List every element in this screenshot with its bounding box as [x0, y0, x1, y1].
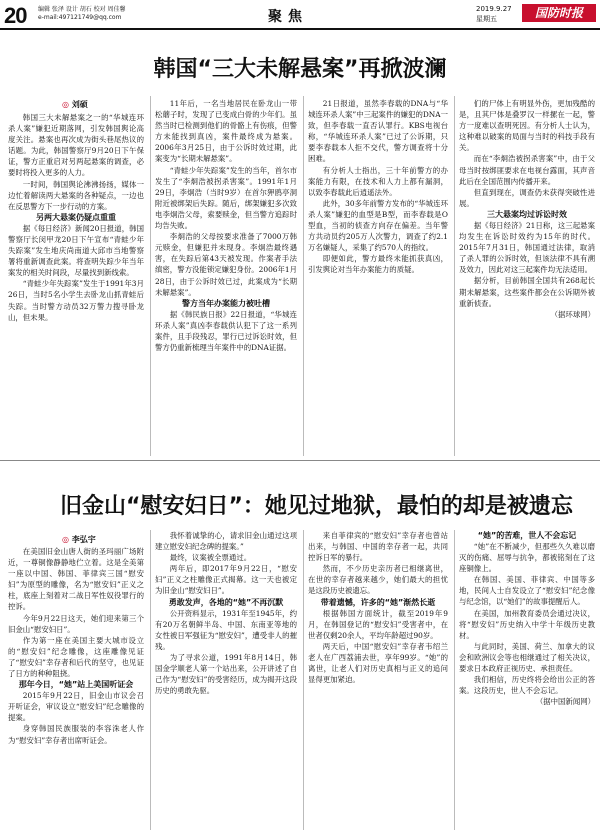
paragraph: 们的尸体上有明显外伤，更加残酷的是，且其尸体是叠罗汉一样摞在一起，警方一度难以查明死因。有分析人士认为，这种难以破案的局面与当时的科技手段有关。: [459, 99, 595, 153]
paragraph: 我们相信，历史终将会给出公正的答案。这段历史，世人不会忘记。: [459, 675, 595, 696]
paragraph: 两年后，即2017年9月22日，“慰安妇”正义之柱雕像正式揭幕。这一天也被定为旧金山“慰安妇日”。: [155, 564, 297, 596]
paragraph: “青蛙少年失踪案”发生于1991年3月26日，当时5名小学生去卧龙山抓青蛙后失踪。当时警方动员32万警力搜寻卧龙山，但未果。: [8, 279, 144, 322]
article1-byline: [62, 99, 88, 110]
paragraph: 据分析，目前韩国全国共有268起长期未解悬案，这些案件都会在公诉期外被重新侦查。: [459, 276, 595, 308]
newspaper-logo: 国防时报: [522, 4, 596, 22]
paragraph: “她”在不断减少，但那些久久难以磨灭的伤痛、屈辱与抗争，都被铭刻在了这座铜像上。: [459, 542, 595, 574]
paragraph: 两天后，中国“慰安妇”幸存者韦绍兰老人在广西荔浦去世，享年99岁。“她”的离世，让老人们对历史真相与正义的追问显得更加紧迫。: [308, 641, 448, 685]
paragraph: 而在“李炯浩被拐杀害案”中，由于父母当时按绑匪要求在电视台露面，其声音此后在全国范围内传播开来。: [459, 154, 595, 186]
paragraph: 根据韩国方面统计，截至2019年9月，在韩国登记的“慰安妇”受害者中，在世者仅剩20余人，平均年龄超过90岁。: [308, 608, 448, 640]
paragraph: 在美国旧金山唐人街的圣玛丽广场附近，一尊铜像静静地伫立着。这是全美第一座以中国、韩国、菲律宾三国“慰安妇”为原型的雕像，名为“慰安妇”正义之柱，底座上刻着对二战日军性奴役罪行的控诉。: [8, 547, 144, 612]
paragraph: 公开资料显示，1931年至1945年，约有20万名朝鲜半岛、中国、东南亚等地的女性被日军强征为“慰安妇”，遭受非人的摧残。: [155, 608, 297, 651]
paragraph: 2015年9月22日，旧金山市议会召开听证会，审议设立“慰安妇”纪念雕像的提案。: [8, 691, 144, 723]
weekday-text: 星期五: [476, 15, 497, 23]
page-number: 20: [4, 3, 27, 28]
paragraph: 据《每日经济》21日称，这三起悬案均发生在诉讼时效约为15年的时代。2015年7月31日，韩国通过法律，取消了杀人罪的公诉时效，但该法律不具有溯及效力，因此对这三起案件均无法适用。: [459, 220, 595, 275]
article1-title: 韩国“三大未解悬案”再掀波澜: [153, 57, 447, 82]
article1-author: 刘硕: [71, 100, 88, 109]
paragraph: 我怀着诚挚的心，请求旧金山通过这项建立慰安妇纪念碑的提案。”: [155, 531, 297, 552]
subheading: 三大悬案均过诉讼时效: [487, 209, 567, 219]
subheading: 那年今日，“她”站上美国听证会: [18, 680, 134, 690]
article1-column-3: [308, 98, 448, 454]
subheading: 勇敢发声，各地的“她”不再沉默: [168, 597, 284, 607]
column-divider: [150, 96, 151, 456]
paragraph: 与此同时，美国、荷兰、加拿大的议会和欧洲议会等也相继通过了相关决议，要求日本政府正视历史、承担责任。: [459, 641, 595, 674]
paragraph: 此外，30多年前警方发布的“华城连环杀人案”嫌犯的血型是B型，而李春载是O型血，当初的侦查方向存在偏差。当年警方共动员约205万人次警力，调查了约2.1万名嫌疑人，采集了约570人的指纹。: [308, 198, 448, 253]
byline-mark-icon: ◎: [62, 100, 69, 109]
article2-byline: [62, 534, 96, 545]
section-name: 聚焦: [268, 9, 308, 25]
paragraph: 最终，议案被全票通过。: [169, 553, 252, 563]
column-divider: [454, 530, 455, 830]
paragraph: 但直到现在，调查仍未获得突破性进展。: [459, 187, 595, 208]
staff-names: 编辑 张泽 设计 胡石 校对 周佳馨: [38, 6, 126, 13]
paragraph: “青蛙少年失踪案”发生的当年，首尔市发生了“李炯浩被拐杀害案”。1991年1月29日，李炯浩（当时9岁）在首尔狎鸥亭洞附近被绑架后失踪。随后，绑架嫌犯多次致电李炯浩父母，索要赎金，但当警方追踪时均告失败。: [155, 165, 297, 231]
article2-author: 李弘宇: [71, 535, 96, 544]
paragraph: 21日报道，虽然李春载的DNA与“华城连环杀人案”中三起案件的嫌犯的DNA一致，但李春载一直否认罪行。KBS电视台称，“华城连环杀人案”已过了公诉期，只要李春载本人拒不交代，警方调查将十分困难。: [308, 99, 448, 164]
paragraph: 即便如此，警方最终未能抓获真凶，引发舆论对当年办案能力的质疑。: [308, 254, 448, 275]
byline-mark-icon: ◎: [62, 535, 69, 544]
paragraph: 据《每日经济》新闻20日报道，韩国警察厅长闵甲龙20日下午宣布“青蛙少年失踪案”发生地庆尚南道大邱市当地警察署将重新调查此案。将查明失踪少年当年案发的相关时间段，尽量找到新线索。: [8, 223, 144, 278]
subheading: 警方当年办案能力被吐槽: [182, 298, 270, 308]
article1-column-4: [459, 98, 595, 454]
source-note: （据中国新闻网）: [535, 697, 595, 707]
column-divider: [303, 530, 304, 830]
paragraph: 来自菲律宾的“慰安妇”幸存者也曾站出来，与韩国、中国的幸存者一起，共同控诉日军的暴行。: [308, 531, 448, 563]
paragraph: 身穿韩国民族服装的李容洙老人作为“慰安妇”幸存者出席听证会。: [8, 724, 144, 745]
paragraph: 据《韩民族日报》22日报道，“华城连环杀人案”真凶李春载供认犯下了这一系列案件，且手段残忍，罪行已过诉讼时效，但警方仍重新梳理当年案件中的DNA证据。: [155, 309, 297, 352]
paragraph: 李炯浩的父母按要求准备了7000万韩元赎金，但嫌犯并未现身。李炯浩最终遇害，在失踪后第43天被发现。作案者手法缜密，警方没能锁定嫌犯身份。2006年1月28日，由于公诉时效已过，此案成为“长期未解悬案”。: [155, 232, 297, 297]
article2-column-3: [308, 530, 448, 828]
paragraph: 然而，不少历史亲历者已相继离世，在世的幸存者越来越少，她们最大的担忧是这段历史被遗忘。: [308, 564, 448, 596]
paragraph: 今年9月22日这天，她们迎来第三个旧金山“慰安妇日”。: [8, 613, 144, 634]
header-rule: [0, 28, 600, 30]
paragraph: 在美国，加州教育委员会通过决议，将“慰安妇”历史纳入中学十年级历史教材。: [459, 608, 595, 640]
column-divider: [303, 96, 304, 456]
article-separator: [0, 460, 600, 461]
article1-column-2: [155, 98, 297, 454]
paragraph: 一时间，韩国舆论沸沸扬扬，媒体一边忙着解读两大悬案的各种疑点，一边也在反思警方下一步行动的方案。: [8, 179, 144, 211]
paragraph: 作为第一座在美国主要大城市设立的“慰安妇”纪念雕像，这座雕像见证了“慰安妇”幸存者和后代的坚守，也见证了日方的种种阻挠。: [8, 635, 144, 679]
paragraph: 为了寻求公道，1991年8月14日，韩国金学顺老人第一个站出来，公开讲述了自己作为“慰安妇”的受害经历，成为揭开这段历史的勇敢先驱。: [155, 652, 297, 696]
source-note: （据环球网）: [550, 309, 595, 319]
staff-credits: [38, 6, 126, 22]
subheading: 带着遗憾，许多的“她”渐然长逝: [320, 597, 436, 607]
subheading: 另两大悬案仍疑点重重: [36, 212, 116, 222]
article2-title: 旧金山“慰安妇日”：她见过地狱，最怕的却是被遗忘: [60, 494, 573, 519]
subheading: “她”的苦难，世人不会忘记: [477, 531, 577, 540]
article2-column-2: [155, 530, 297, 828]
paragraph: 11年后，一名当地居民在卧龙山一带松蘑子时，发现了已变成白骨的少年们。虽然当时已检测到他们的骨骼上有伤痕，但警方未能找到真凶，案件最终成为悬案。2006年3月25日，由于公诉时效过期，此案变为“长期未解悬案”。: [155, 99, 297, 164]
column-divider: [454, 96, 455, 456]
paragraph: 韩国三大未解悬案之一的“华城连环杀人案”嫌犯近期落网，引发韩国舆论高度关注。悬案也再次成为街头巷尾热议的话题。为此，韩国警察厅9月20日下午保证，警方正重启对另两起悬案的调查，必要时将投入更多的人力。: [8, 113, 144, 178]
article2-column-4: [459, 530, 595, 828]
column-divider: [150, 530, 151, 830]
date-text: 2019.9.27: [476, 5, 512, 13]
paragraph: 有分析人士指出，三十年前警方的办案能力有限，在技术和人力上都有漏洞，以致李春载此后逍遥法外。: [308, 165, 448, 197]
page-header: [0, 0, 600, 30]
article2-column-1: [8, 546, 144, 828]
paragraph: 在韩国、美国、菲律宾、中国等多地，民间人士自发设立了“慰安妇”纪念像与纪念馆，以“她们”的故事提醒后人。: [459, 575, 595, 607]
issue-date: [476, 4, 512, 24]
staff-email: e-mail:497121749@qq.com: [38, 14, 122, 21]
article1-column-1: [8, 112, 144, 454]
